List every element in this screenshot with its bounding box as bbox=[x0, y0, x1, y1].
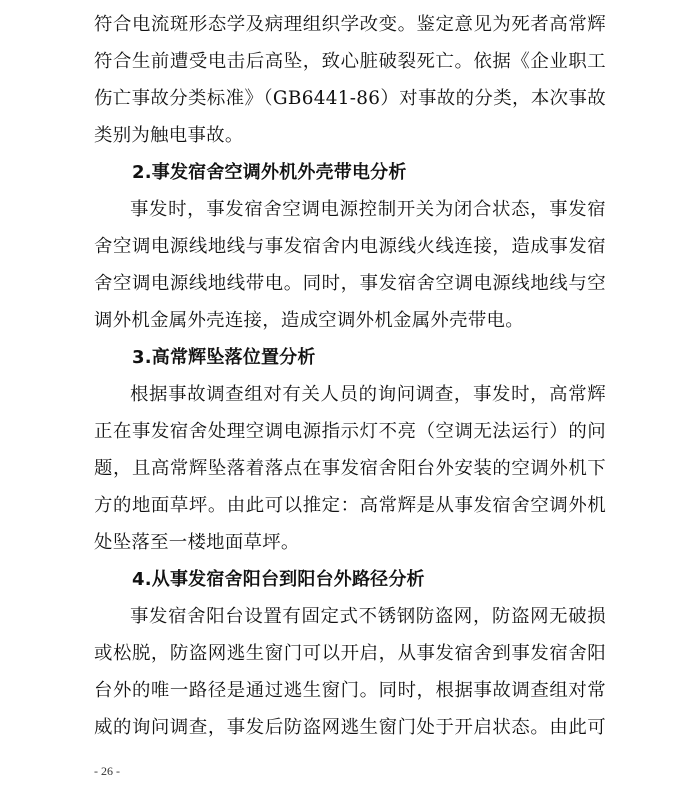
paragraph-fall-position-analysis: 根据事故调查组对有关人员的询问调查，事发时，高常辉正在事发宿舍处理空调电源指示灯不亮（空调无法运行）的问题，且高常辉坠落着落点在事发宿舍阳台外安装的空调外机下方的地面草坪。由此可以推定：高常辉是从事发宿舍空调外机处坠落至一楼地面草坪。 bbox=[94, 384, 606, 553]
section-heading-4: 4.从事发宿舍阳台到阳台外路径分析 bbox=[132, 569, 425, 590]
section-heading-3: 3.高常辉坠落位置分析 bbox=[132, 347, 316, 368]
page-number: - 26 - bbox=[94, 764, 120, 778]
paragraph-ac-unit-shell-analysis: 事发时，事发宿舍空调电源控制开关为闭合状态，事发宿舍空调电源线地线与事发宿舍内电源线火线连接，造成事发宿舍空调电源线地线带电。同时，事发宿舍空调电源线地线与空调外机金属外壳连接，造成空调外机金属外壳带电。 bbox=[94, 199, 606, 331]
section-heading-2: 2.事发宿舍空调外机外壳带电分析 bbox=[132, 162, 407, 183]
document-body bbox=[94, 6, 606, 746]
paragraph-balcony-path-analysis: 事发宿舍阳台设置有固定式不锈钢防盗网，防盗网无破损或松脱，防盗网逃生窗门可以开启，从事发宿舍到事发宿舍阳台外的唯一路径是通过逃生窗门。同时，根据事故调查组对常威的询问调查，事发后防盗网逃生窗门处于开启状态。由此可 bbox=[94, 606, 606, 738]
paragraph-accident-classification: 符合电流斑形态学及病理组织学改变。鉴定意见为死者高常辉符合生前遭受电击后高坠，致心脏破裂死亡。依据《企业职工伤亡事故分类标准》（GB6441-86）对事故的分类，本次事故类别为触电事故。 bbox=[94, 14, 606, 146]
